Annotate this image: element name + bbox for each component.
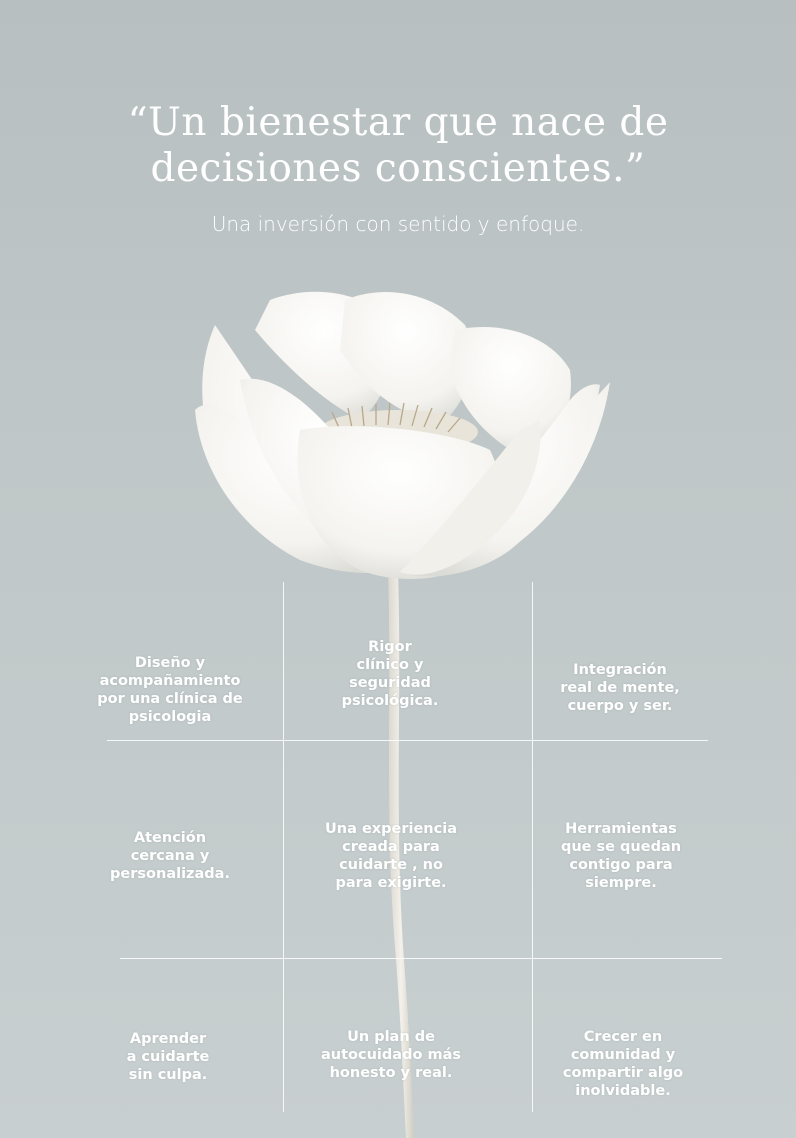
grid-cell-5: Una experiencia creada para cuidarte , no para exigirte. [325, 821, 457, 891]
grid-cell-1: Diseño y acompañamiento por una clínica de psicologia [97, 655, 243, 725]
grid-horizontal-line-2 [120, 958, 722, 959]
grid-horizontal-line-1 [107, 740, 708, 741]
grid-cell-7: Aprender a cuidarte sin culpa. [126, 1031, 210, 1083]
subtitle: Una inversión con sentido y enfoque. [211, 212, 585, 236]
grid-cell-8: Un plan de autocuidado más honesto y real. [321, 1029, 461, 1081]
grid-cell-9: Crecer en comunidad y compartir algo inolvidable. [562, 1029, 684, 1099]
grid-vertical-line-2 [532, 582, 533, 1112]
grid-cell-4: Atención cercana y personalizada. [110, 830, 230, 882]
grid-cell-6: Herramientas que se quedan contigo para siempre. [560, 821, 682, 891]
headline-quote: “Un bienestar que nace de decisiones conscientes.” [127, 100, 669, 191]
grid-cell-3: Integración real de mente, cuerpo y ser. [560, 662, 680, 714]
grid-cell-2: Rigor clínico y seguridad psicológica. [341, 639, 439, 709]
grid-vertical-line-1 [283, 582, 284, 1112]
